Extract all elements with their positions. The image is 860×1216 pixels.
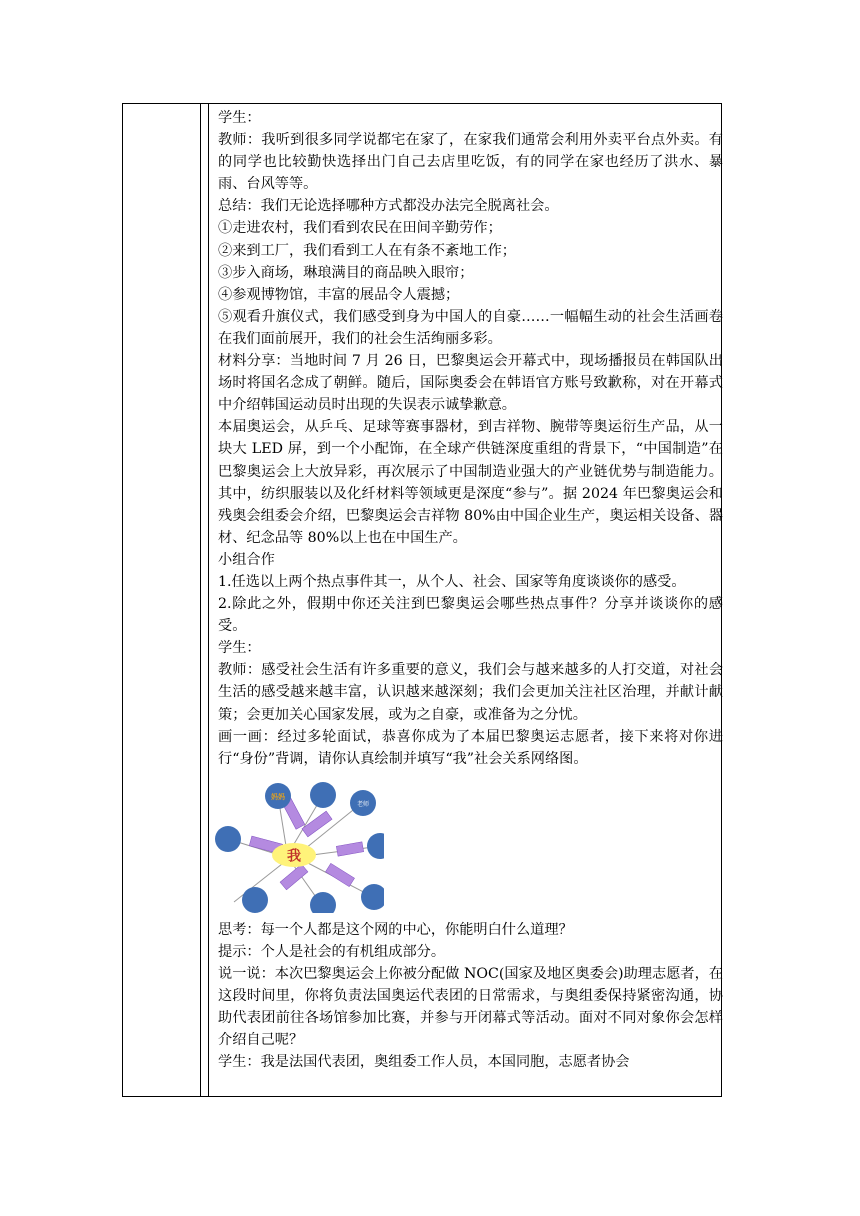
node-circle-bottom bbox=[310, 892, 336, 913]
paragraph-student-1: 学生： bbox=[218, 110, 261, 126]
paragraph-teacher-1: 教师：我听到很多同学说都宅在家了，在家我们通常会利用外卖平台点外卖。有的同学也比较勤快选择出门自己去店里吃饭，有的同学在家也经历了洪水、暴雨、台风等等。 bbox=[218, 132, 723, 193]
node-circle-left bbox=[215, 826, 241, 852]
paragraph-student-2: 学生： bbox=[218, 640, 261, 657]
paragraph-hint: 提示：个人是社会的有机组成部分。 bbox=[218, 943, 446, 960]
diagram-link-labels bbox=[249, 793, 363, 890]
paragraph-item-5: ⑤观看升旗仪式，我们感受到身为中国人的自豪……一幅幅生动的社会生活画卷在我们面前展开，我们的社会生活绚丽多彩。 bbox=[218, 308, 723, 347]
paragraph-item-1: ①走进农村，我们看到农民在田间辛勤劳作； bbox=[218, 220, 502, 237]
table-column-narrow bbox=[200, 104, 209, 1096]
paragraph-group-work: 小组合作 bbox=[218, 551, 275, 568]
lesson-table bbox=[122, 103, 722, 1097]
paragraph-item-4: ④参观博物馆，丰富的展品令人震撼； bbox=[218, 286, 460, 303]
paragraph-student-3: 学生：我是法国代表团，奥组委工作人员，本国同胞，志愿者协会 bbox=[218, 1054, 630, 1071]
node-circle-right bbox=[367, 833, 384, 859]
paragraph-draw: 画一画：经过多轮面试，恭喜你成为了本届巴黎奥运志愿者，接下来将对你进行“身份”背调，请你认真绘制并填写“我”社会关系网络图。 bbox=[218, 728, 723, 767]
social-network-diagram bbox=[214, 782, 384, 913]
table-content-cell bbox=[218, 107, 723, 1073]
node-circle-top bbox=[310, 782, 336, 808]
node-circle-bottom-right bbox=[361, 884, 384, 910]
paragraph-olympics: 本届奥运会，从乒乓、足球等赛事器材，到吉祥物、腕带等奥运衍生产品，从一块大 LED 屏，到一个小配饰，在全球产供链深度重组的背景下，“中国制造”在巴黎奥运会上大放异彩，再次展示了中国制造业强大的产业链优势与制造能力。其中，纺织服装以及化纤材料等领域更是深度“参与”。据 2024 年巴黎奥运会和残奥会组委会介绍，巴黎奥运会吉祥物 80%由中国企业生产，奥运相关设备、器材、纪念品等 80%以上也在中国生产。 bbox=[218, 419, 723, 546]
paragraph-item-3: ③步入商场，琳琅满目的商品映入眼帘； bbox=[218, 264, 474, 281]
link-label-box-5 bbox=[280, 864, 308, 890]
paragraph-think: 思考：每一个人都是这个网的中心，你能明白什么道理？ bbox=[218, 921, 573, 938]
paragraph-task-2: 2.除此之外，假期中你还关注到巴黎奥运会哪些热点事件？分享并谈谈你的感受。 bbox=[218, 596, 723, 635]
table-column-left bbox=[123, 104, 201, 1096]
link-label-box-2 bbox=[302, 811, 332, 837]
paragraph-speak: 说一说：本次巴黎奥运会上你被分配做 NOC(国家及地区奥委会)助理志愿者，在这段时间里，你将负责法国奥运代表团的日常需求，与奥组委保持紧密沟通，协助代表团前往各场馆参加比赛，并参与开闭幕式等活动。面对不同对象你会怎样介绍自己呢？ bbox=[218, 966, 723, 1049]
paragraph-item-2: ②来到工厂，我们看到工人在有条不紊地工作； bbox=[218, 242, 516, 259]
paragraph-teacher-2: 教师：感受社会生活有许多重要的意义，我们会与越来越多的人打交道，对社会生活的感受越来越丰富，认识越来越深刻；我们会更加关注社区治理，并献计献策；会更加关心国家发展，或为之自豪，或准备为之分忧。 bbox=[218, 662, 723, 723]
paragraph-task-1: 1.任选以上两个热点事件其一，从个人、社会、国家等角度谈谈你的感受。 bbox=[218, 573, 686, 590]
link-label-box-6 bbox=[325, 863, 354, 886]
paragraph-summary: 总结：我们无论选择哪种方式都没办法完全脱离社会。 bbox=[218, 198, 559, 215]
paragraph-material: 材料分享：当地时间 7 月 26 日，巴黎奥运会开幕式中，现场播报员在韩国队出场时将国名念成了朝鲜。随后，国际奥委会在韩语官方账号致歉称，对在开幕式中介绍韩国运动员时出现的失误表示诚挚歉意。 bbox=[218, 353, 723, 414]
node-label-teacher: 老师 bbox=[356, 800, 370, 808]
link-label-box-4 bbox=[336, 842, 363, 856]
node-label-mom: 妈妈 bbox=[271, 792, 285, 801]
node-circle-bottom-left bbox=[242, 887, 268, 913]
center-node-label: 我 bbox=[287, 848, 301, 865]
